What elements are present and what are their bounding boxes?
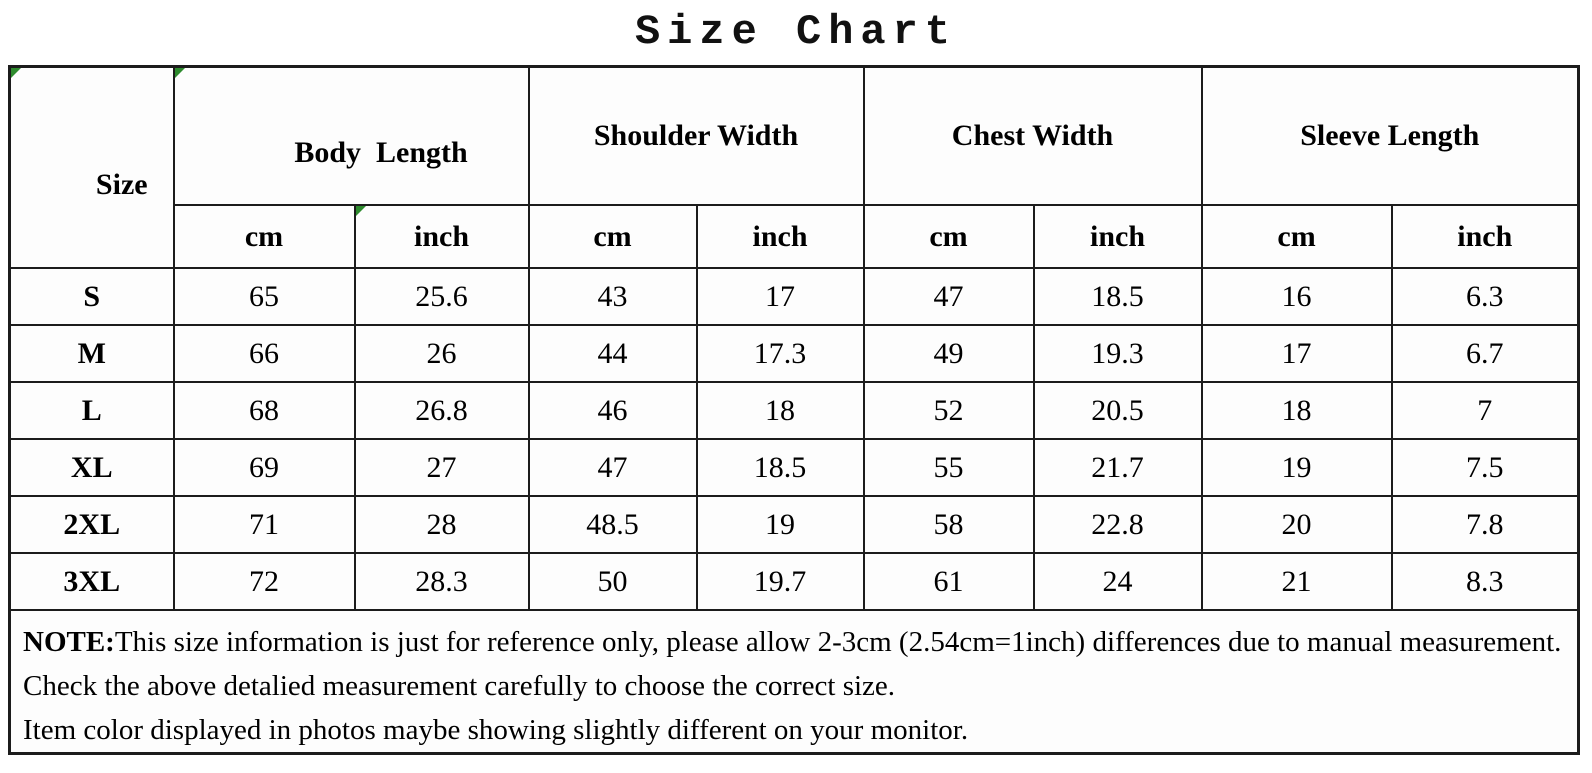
cell-value: 50 <box>529 553 697 610</box>
size-header-label: Size <box>95 167 148 201</box>
note-line-3: Item color displayed in photos maybe showing slightly different on your monitor. <box>23 714 969 747</box>
cell-value: 7 <box>1392 382 1579 439</box>
header-group-row <box>10 67 1579 206</box>
cell-value: 72 <box>174 553 355 610</box>
cell-value: 65 <box>174 268 355 325</box>
cell-value: 43 <box>529 268 697 325</box>
unit-header-chest-width-inch: inch <box>1034 205 1202 268</box>
cell-value: 24 <box>1034 553 1202 610</box>
size-column-header <box>10 67 174 269</box>
cell-value: 18 <box>697 382 864 439</box>
cell-value: 47 <box>864 268 1034 325</box>
cell-value: 20 <box>1202 496 1392 553</box>
cell-corner-marker <box>175 68 185 78</box>
table-row-2xl <box>10 496 1579 553</box>
unit-header-body-length-cm: cm <box>174 205 355 268</box>
note-row <box>10 610 1579 754</box>
table-row-l <box>10 382 1579 439</box>
note-label: NOTE: <box>23 626 115 659</box>
cell-value: 17 <box>1202 325 1392 382</box>
cell-value: 6.3 <box>1392 268 1579 325</box>
cell-value: 52 <box>864 382 1034 439</box>
page-title: Size Chart <box>634 8 958 56</box>
table-row-xl <box>10 439 1579 496</box>
unit-header-shoulder-width-cm: cm <box>529 205 697 268</box>
cell-value: 22.8 <box>1034 496 1202 553</box>
cell-value: 26 <box>355 325 529 382</box>
group-header-sleeve-length: Sleeve Length <box>1202 67 1579 206</box>
cell-value: 28.3 <box>355 553 529 610</box>
size-label: M <box>10 325 174 382</box>
cell-value: 55 <box>864 439 1034 496</box>
size-label: 3XL <box>10 553 174 610</box>
cell-value: 44 <box>529 325 697 382</box>
note-text: This size information is just for reference only, please allow 2-3cm (2.54cm=1inch) differences due to manual measurement. <box>114 626 1562 659</box>
header-unit-row <box>10 205 1579 268</box>
cell-corner-marker <box>11 68 21 78</box>
cell-value: 66 <box>174 325 355 382</box>
note-section <box>10 610 1579 754</box>
table-row-m <box>10 325 1579 382</box>
cell-value: 25.6 <box>355 268 529 325</box>
cell-value: 19 <box>1202 439 1392 496</box>
group-header-chest-width: Chest Width <box>864 67 1202 206</box>
cell-value: 18 <box>1202 382 1392 439</box>
cell-value: 68 <box>174 382 355 439</box>
table-row-s <box>10 268 1579 325</box>
cell-value: 16 <box>1202 268 1392 325</box>
unit-header-chest-width-cm: cm <box>864 205 1034 268</box>
table-row-3xl <box>10 553 1579 610</box>
cell-value: 8.3 <box>1392 553 1579 610</box>
size-chart-table <box>8 65 1580 755</box>
cell-value: 19.7 <box>697 553 864 610</box>
note-line-2: Check the above detalied measurement carefully to choose the correct size. <box>23 670 896 703</box>
group-label: Body Length <box>294 136 468 170</box>
cell-value: 21 <box>1202 553 1392 610</box>
cell-value: 26.8 <box>355 382 529 439</box>
cell-value: 28 <box>355 496 529 553</box>
size-label: S <box>10 268 174 325</box>
unit-header-sleeve-length-inch: inch <box>1392 205 1579 268</box>
cell-value: 6.7 <box>1392 325 1579 382</box>
cell-value: 18.5 <box>1034 268 1202 325</box>
size-label: 2XL <box>10 496 174 553</box>
group-header-body-length <box>174 67 529 206</box>
size-label: XL <box>10 439 174 496</box>
cell-value: 61 <box>864 553 1034 610</box>
unit-header-sleeve-length-cm: cm <box>1202 205 1392 268</box>
unit-header-shoulder-width-inch: inch <box>697 205 864 268</box>
cell-value: 27 <box>355 439 529 496</box>
size-label: L <box>10 382 174 439</box>
cell-value: 47 <box>529 439 697 496</box>
note-line-1 <box>23 620 1565 664</box>
cell-value: 17.3 <box>697 325 864 382</box>
cell-value: 71 <box>174 496 355 553</box>
group-header-shoulder-width: Shoulder Width <box>529 67 864 206</box>
unit-label: inch <box>413 219 470 253</box>
cell-value: 7.5 <box>1392 439 1579 496</box>
cell-corner-marker <box>356 206 366 216</box>
cell-value: 48.5 <box>529 496 697 553</box>
cell-value: 18.5 <box>697 439 864 496</box>
cell-value: 49 <box>864 325 1034 382</box>
size-chart-page <box>0 8 1592 755</box>
cell-value: 69 <box>174 439 355 496</box>
cell-value: 7.8 <box>1392 496 1579 553</box>
cell-value: 19 <box>697 496 864 553</box>
unit-header-body-length-inch <box>355 205 529 268</box>
cell-value: 46 <box>529 382 697 439</box>
cell-value: 21.7 <box>1034 439 1202 496</box>
cell-value: 58 <box>864 496 1034 553</box>
cell-value: 19.3 <box>1034 325 1202 382</box>
cell-value: 20.5 <box>1034 382 1202 439</box>
cell-value: 17 <box>697 268 864 325</box>
